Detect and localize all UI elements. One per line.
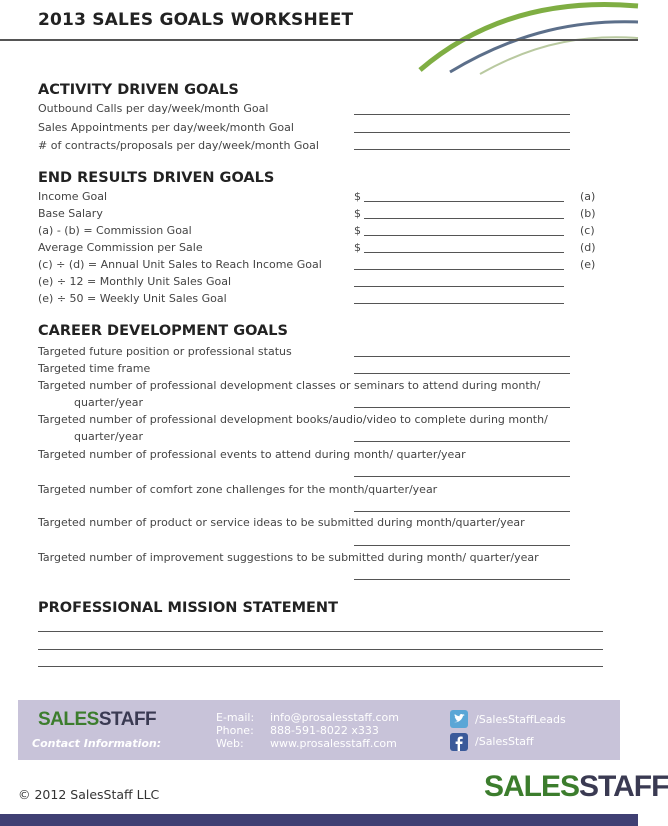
end-results-answer-line[interactable] [364, 252, 564, 253]
career-row-label: Targeted number of professional events to attend during month/ quarter/year [38, 448, 466, 461]
row-tag: (b) [580, 207, 596, 220]
mission-line[interactable] [38, 666, 603, 667]
logo-text-staff: STAFF [98, 709, 157, 730]
activity-row-label: Outbound Calls per day/week/month Goal [38, 102, 269, 115]
salesstaff-logo-small [38, 709, 156, 731]
end-results-answer-line[interactable] [354, 286, 564, 287]
brand-text-staff: STAFF [579, 770, 668, 803]
header-swoosh-graphic [380, 0, 638, 75]
activity-row-label: # of contracts/proposals per day/week/month Goal [38, 139, 319, 152]
row-tag: (d) [580, 241, 596, 254]
row-tag: (c) [580, 224, 595, 237]
currency-symbol: $ [354, 190, 361, 203]
career-answer-line[interactable] [354, 545, 570, 546]
phone-label: Phone: [216, 724, 254, 737]
activity-row-label: Sales Appointments per day/week/month Goal [38, 121, 294, 134]
row-tag: (e) [580, 258, 596, 271]
career-row-label: Targeted time frame [38, 362, 151, 375]
currency-symbol: $ [354, 224, 361, 237]
career-answer-line[interactable] [354, 579, 570, 580]
brand-text-sales: SALES [484, 770, 580, 803]
web-link[interactable]: www.prosalesstaff.com [270, 737, 397, 750]
career-row-label: Targeted number of comfort zone challenges for the month/quarter/year [38, 483, 438, 496]
end-results-row-label: (e) ÷ 50 = Weekly Unit Sales Goal [38, 292, 227, 305]
career-row-label: Targeted future position or professional status [38, 345, 292, 358]
end-results-answer-line[interactable] [364, 201, 564, 202]
career-answer-line[interactable] [354, 511, 570, 512]
facebook-icon[interactable] [450, 733, 468, 751]
currency-symbol: $ [354, 241, 361, 254]
career-answer-line[interactable] [354, 407, 570, 408]
twitter-icon[interactable] [450, 710, 468, 728]
activity-answer-line[interactable] [354, 114, 570, 115]
career-row-label-continued: quarter/year [74, 396, 144, 409]
end-results-row-label: (e) ÷ 12 = Monthly Unit Sales Goal [38, 275, 232, 288]
page-title: 2013 SALES GOALS WORKSHEET [38, 10, 354, 30]
career-answer-line[interactable] [354, 356, 570, 357]
career-row-label: Targeted number of product or service ideas to be submitted during month/quarter/year [38, 516, 525, 529]
end-results-row-label: Income Goal [38, 190, 108, 203]
mission-heading: PROFESSIONAL MISSION STATEMENT [38, 600, 338, 616]
career-row-label-continued: quarter/year [74, 430, 144, 443]
footer-bar [0, 814, 638, 826]
end-results-answer-line[interactable] [364, 218, 564, 219]
phone-value: 888-591-8022 x333 [270, 724, 379, 737]
logo-text-sales: SALES [38, 709, 99, 730]
activity-heading: ACTIVITY DRIVEN GOALS [38, 82, 239, 98]
end-results-row-label: Average Commission per Sale [38, 241, 203, 254]
title-divider [0, 39, 638, 41]
mission-line[interactable] [38, 631, 603, 632]
end-results-row-label: (a) - (b) = Commission Goal [38, 224, 192, 237]
end-results-row-label: Base Salary [38, 207, 103, 220]
career-answer-line[interactable] [354, 441, 570, 442]
end-results-answer-line[interactable] [354, 269, 564, 270]
career-row-label: Targeted number of professional development classes or seminars to attend during month/ [38, 379, 541, 392]
facebook-handle[interactable]: /SalesStaff [475, 735, 534, 748]
twitter-handle[interactable]: /SalesStaffLeads [475, 713, 566, 726]
currency-symbol: $ [354, 207, 361, 220]
activity-answer-line[interactable] [354, 149, 570, 150]
career-row-label: Targeted number of professional development books/audio/video to complete during month/ [38, 413, 548, 426]
activity-answer-line[interactable] [354, 132, 570, 133]
end-results-answer-line[interactable] [354, 303, 564, 304]
career-row-label: Targeted number of improvement suggestions to be submitted during month/ quarter/year [38, 551, 539, 564]
email-link[interactable]: info@prosalesstaff.com [270, 711, 400, 724]
web-label: Web: [216, 737, 244, 750]
career-answer-line[interactable] [354, 476, 570, 477]
row-tag: (a) [580, 190, 596, 203]
end-results-answer-line[interactable] [364, 235, 564, 236]
end-results-row-label: (c) ÷ (d) = Annual Unit Sales to Reach Income Goal [38, 258, 322, 271]
career-answer-line[interactable] [354, 373, 570, 374]
salesstaff-logo-large [484, 770, 668, 804]
copyright-text: © 2012 SalesStaff LLC [18, 787, 160, 802]
email-label: E-mail: [216, 711, 255, 724]
career-heading: CAREER DEVELOPMENT GOALS [38, 323, 288, 339]
mission-line[interactable] [38, 649, 603, 650]
end-results-heading: END RESULTS DRIVEN GOALS [38, 170, 275, 186]
contact-label: Contact Information: [32, 737, 162, 750]
